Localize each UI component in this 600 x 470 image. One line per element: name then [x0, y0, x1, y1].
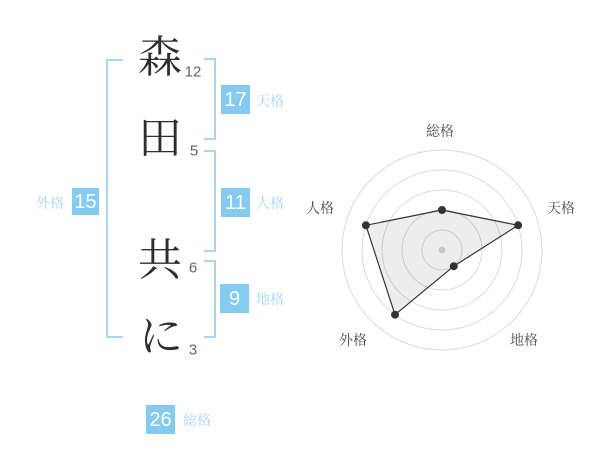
radar-data-point [450, 262, 458, 270]
name-char-4: に [139, 312, 183, 361]
radar-axis-label: 天格 [547, 200, 575, 216]
soukaku-value: 26 [149, 408, 172, 431]
radar-axis-label: 総格 [426, 123, 454, 139]
radar-chart [292, 90, 592, 390]
radar-data-point [514, 221, 522, 229]
stroke-count-1: 12 [184, 63, 202, 81]
gaikaku-label: 外格 [36, 195, 64, 211]
chikaku-bracket [204, 260, 216, 338]
tenkaku-badge [221, 85, 250, 114]
stroke-count-2: 5 [189, 142, 199, 160]
jinkaku-badge [221, 188, 250, 217]
radar-center-dot [439, 247, 446, 254]
jinkaku-value: 11 [225, 191, 246, 214]
tenkaku-value: 17 [224, 88, 247, 111]
jinkaku-bracket [204, 150, 216, 252]
chikaku-badge [220, 284, 249, 313]
gaikaku-bracket [106, 59, 123, 338]
radar-data-polygon [366, 210, 518, 315]
tenkaku-label: 天格 [256, 93, 284, 109]
radar-axis-label: 人格 [306, 200, 334, 216]
radar-data-point [438, 206, 446, 214]
jinkaku-label: 人格 [256, 195, 284, 211]
name-char-2: 田 [138, 114, 182, 163]
name-char-1: 森 [138, 33, 182, 82]
gaikaku-value: 15 [74, 190, 97, 213]
stroke-count-3: 6 [188, 259, 198, 277]
chikaku-value: 9 [228, 287, 241, 310]
radar-data-point [362, 221, 370, 229]
soukaku-label: 総格 [183, 412, 211, 428]
gaikaku-badge [72, 188, 99, 215]
chikaku-label: 地格 [256, 291, 284, 307]
radar-data-point [391, 311, 399, 319]
tenkaku-bracket [204, 58, 216, 140]
stroke-count-4: 3 [188, 341, 198, 359]
radar-axis-label: 外格 [339, 332, 367, 348]
name-char-3: 共 [138, 236, 182, 285]
soukaku-badge [146, 405, 175, 434]
radar-axis-label: 地格 [510, 332, 538, 348]
